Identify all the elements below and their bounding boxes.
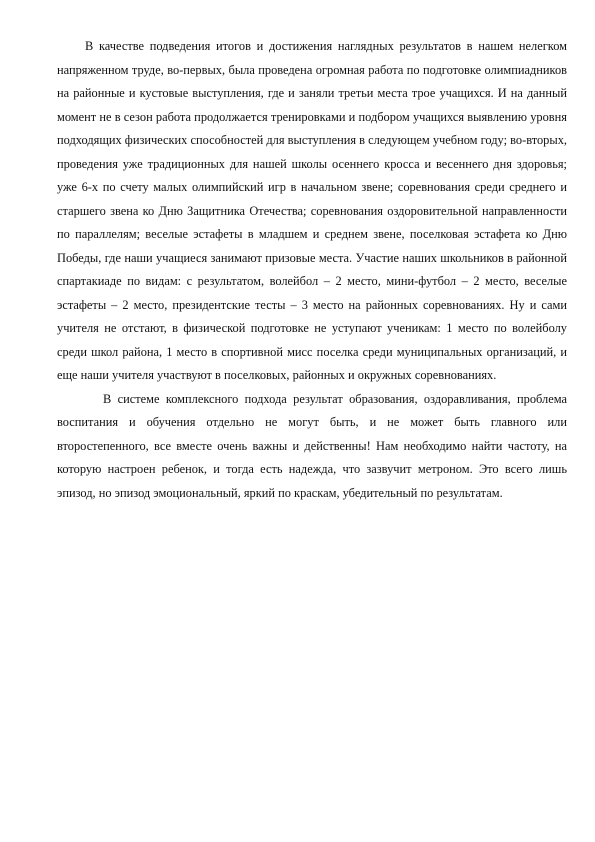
paragraph-2: В системе комплексного подхода результат образования, оздоравливания, проблема воспитания и обучения отдельно не могут быть, и не может быть главного или второстепенного, все вместе очень важны и действенны! Нам необходимо найти частоту, на которую настроен ребенок, и тогда есть надежда, что зазвучит метроном. Это всего лишь эпизод, но эпизод эмоциональный, яркий по краскам, убедительный по результатам. [57,391,567,500]
document-body [57,35,567,505]
paragraph-1: В качестве подведения итогов и достижения наглядных результатов в нашем нелегком напряженном труде, во-первых, была проведена огромная работа по подготовке олимпиадников на районные и кустовые выступления, где и заняли третьи места трое учащихся. И на данный момент не в сезон работа продолжается тренировками и подбором учащихся выявлению уровня подходящих физических способностей для выступления в следующем учебном году; во-вторых, проведения уже традиционных для нашей школы осеннего кросса и весеннего дня здоровья; уже 6-х по счету малых олимпийский игр в начальном звене; соревнования среди среднего и старшего звена ко Дню Защитника Отечества; соревнования оздоровительной направленности по параллелям; веселые эстафеты в младшем и среднем звене, поселковая эстафета ко Дню Победы, где наши учащиеся занимают призовые места. Участие наших школьников в районной спартакиаде по видам: с результатом, волейбол – 2 место, мини-футбол – 2 место, веселые эстафеты – 2 место, президентские тесты – 3 место на районных соревнованиях. Ну и сами учителя не отстают, в физической подготовке не уступают ученикам: 1 место по волейболу среди школ района, 1 место в спортивной мисс поселка среди муниципальных организаций, и еще наши учителя участвуют в поселковых, районных и окружных соревнованиях. [57,39,567,382]
